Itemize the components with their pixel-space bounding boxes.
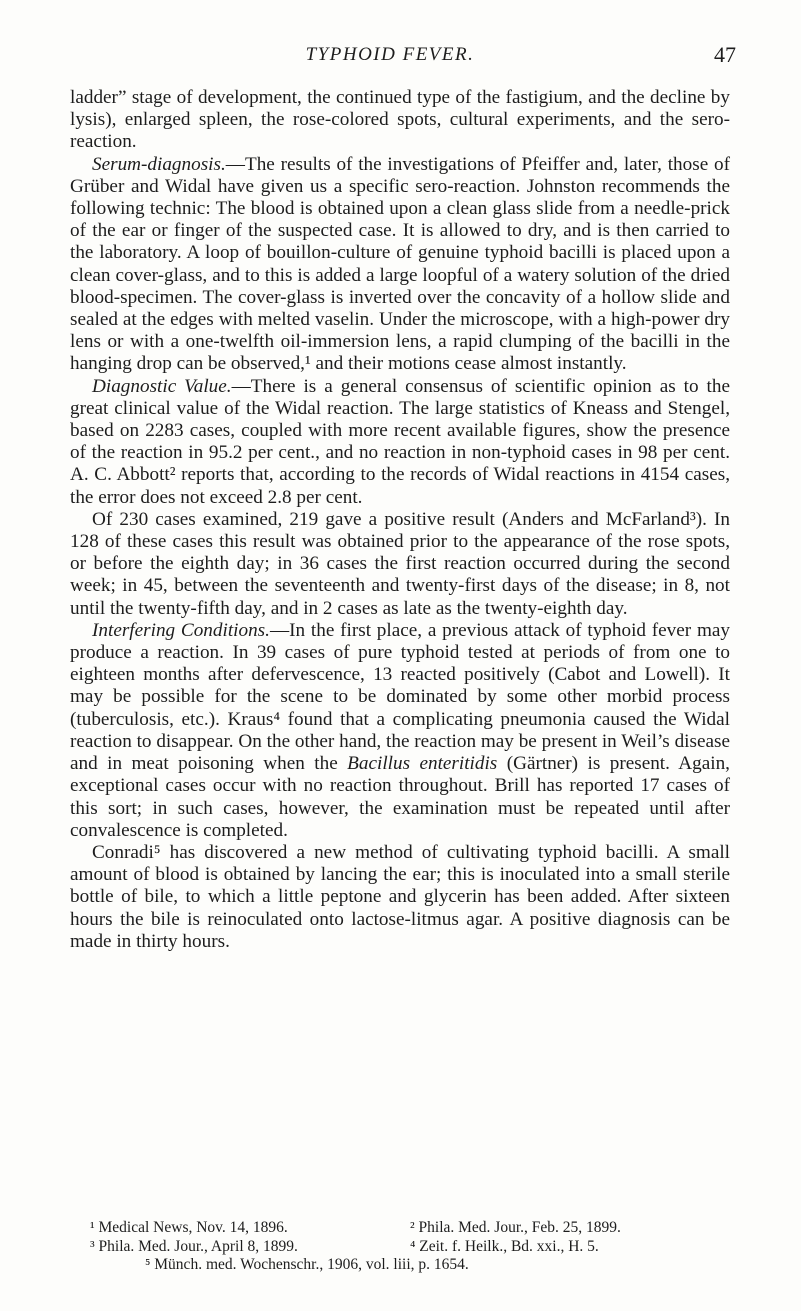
footnote-row	[90, 1219, 730, 1238]
paragraph-text: (Gärtner) is present. Again, exceptional cases occur with no reaction throughout. Brill has reported 17 cases of this sort; in such cases, however, the examination must be repeated until after convalescence is completed.	[70, 753, 730, 841]
paragraph-conradi: Conradi⁵ has discovered a new method of cultivating typhoid bacilli. A small amount of blood is obtained by lancing the ear; this is inoculated into a small sterile bottle of bile, to which a little peptone and glycerin has been added. After sixteen hours the bile is reinoculated onto lactose-litmus agar. A positive diagnosis can be made in thirty hours.	[70, 841, 730, 952]
paragraph-serum-diagnosis	[70, 154, 730, 376]
section-lead-diagnostic-value: Diagnostic Value.	[92, 375, 232, 397]
footnote-1: ¹ Medical News, Nov. 14, 1896.	[90, 1219, 288, 1236]
paragraph-text: —The results of the investigations of Pfeiffer and, later, those of Grüber and Widal have given us a specific sero-reaction. Johnston recommends the following technic: The blood is obtained upon a clean glass slide from a needle-prick of the ear or finger of the suspected case. It is allowed to dry, and is then carried to the laboratory. A loop of bouillon-culture of genuine typhoid bacilli is placed upon a clean cover-glass, and to this is added a large loopful of a watery solution of the dried blood-specimen. The cover-glass is inverted over the concavity of a hollow slide and sealed at the edges with melted vaselin. Under the microscope, with a high-power dry lens or with a one-twelfth oil-immersion lens, a rapid clumping of the bacilli in the hanging drop can be observed,¹ and their motions cease almost instantly.	[70, 153, 730, 375]
paragraph-case-counts: Of 230 cases examined, 219 gave a positive result (Anders and McFarland³). In 128 of these cases this result was obtained prior to the appearance of the rose spots, or before the eighth day; in 36 cases the first reaction occurred during the second week; in 45, between the seventeenth and twenty-first days of the disease; in 8, not until the twenty-fifth day, and in 2 cases as late as the twenty-eighth day.	[70, 508, 730, 619]
paragraph-text: —In the first place, a previous attack of typhoid fever may produce a reaction. In 39 cases of pure typhoid tested at periods of from one to eighteen months after defervescence, 13 reacted positively (Cabot and Lowell). It may be possible for the scene to be dominated by some other morbid process (tuberculosis, etc.). Kraus⁴ found that a complicating pneumonia caused the Widal reaction to disappear. On the other hand, the reaction may be present in Weil’s disease and in meat poisoning when the	[70, 619, 730, 775]
footnote-2: ² Phila. Med. Jour., Feb. 25, 1899.	[410, 1219, 621, 1236]
bacillus-name: Bacillus enteritidis	[347, 753, 498, 775]
page-number: 47	[714, 42, 736, 67]
paragraph-continued: ladder” stage of development, the continued type of the fastigium, and the decline by lysis), enlarged spleen, the rose-colored spots, cultural experiments, and the sero-reaction.	[70, 87, 730, 153]
paragraph-text: —There is a general consensus of scientific opinion as to the great clinical value of the Widal reaction. The large statistics of Kneass and Stengel, based on 2283 cases, coupled with more recent available figures, show the presence of the reaction in 95.2 per cent., and no reaction in non-typhoid cases in 98 per cent. A. C. Abbott² reports that, according to the records of Widal reactions in 4154 cases, the error does not exceed 2.8 per cent.	[70, 375, 730, 508]
footnotes	[90, 1219, 730, 1275]
footnote-4: ⁴ Zeit. f. Heilk., Bd. xxi., H. 5.	[410, 1237, 599, 1255]
page-header	[70, 42, 736, 70]
section-lead-interfering-conditions: Interfering Conditions.	[92, 619, 270, 641]
footnote-3: ³ Phila. Med. Jour., April 8, 1899.	[90, 1237, 298, 1255]
running-head: TYPHOID FEVER.	[305, 44, 475, 65]
footnote-5: ⁵ Münch. med. Wochenschr., 1906, vol. liii, p. 1654.	[145, 1256, 469, 1273]
footnote-row	[90, 1238, 730, 1257]
body-text	[70, 87, 730, 953]
paragraph-interfering-conditions	[70, 620, 730, 842]
section-lead-serum-diagnosis: Serum-diagnosis.	[92, 153, 226, 175]
paragraph-diagnostic-value	[70, 376, 730, 509]
